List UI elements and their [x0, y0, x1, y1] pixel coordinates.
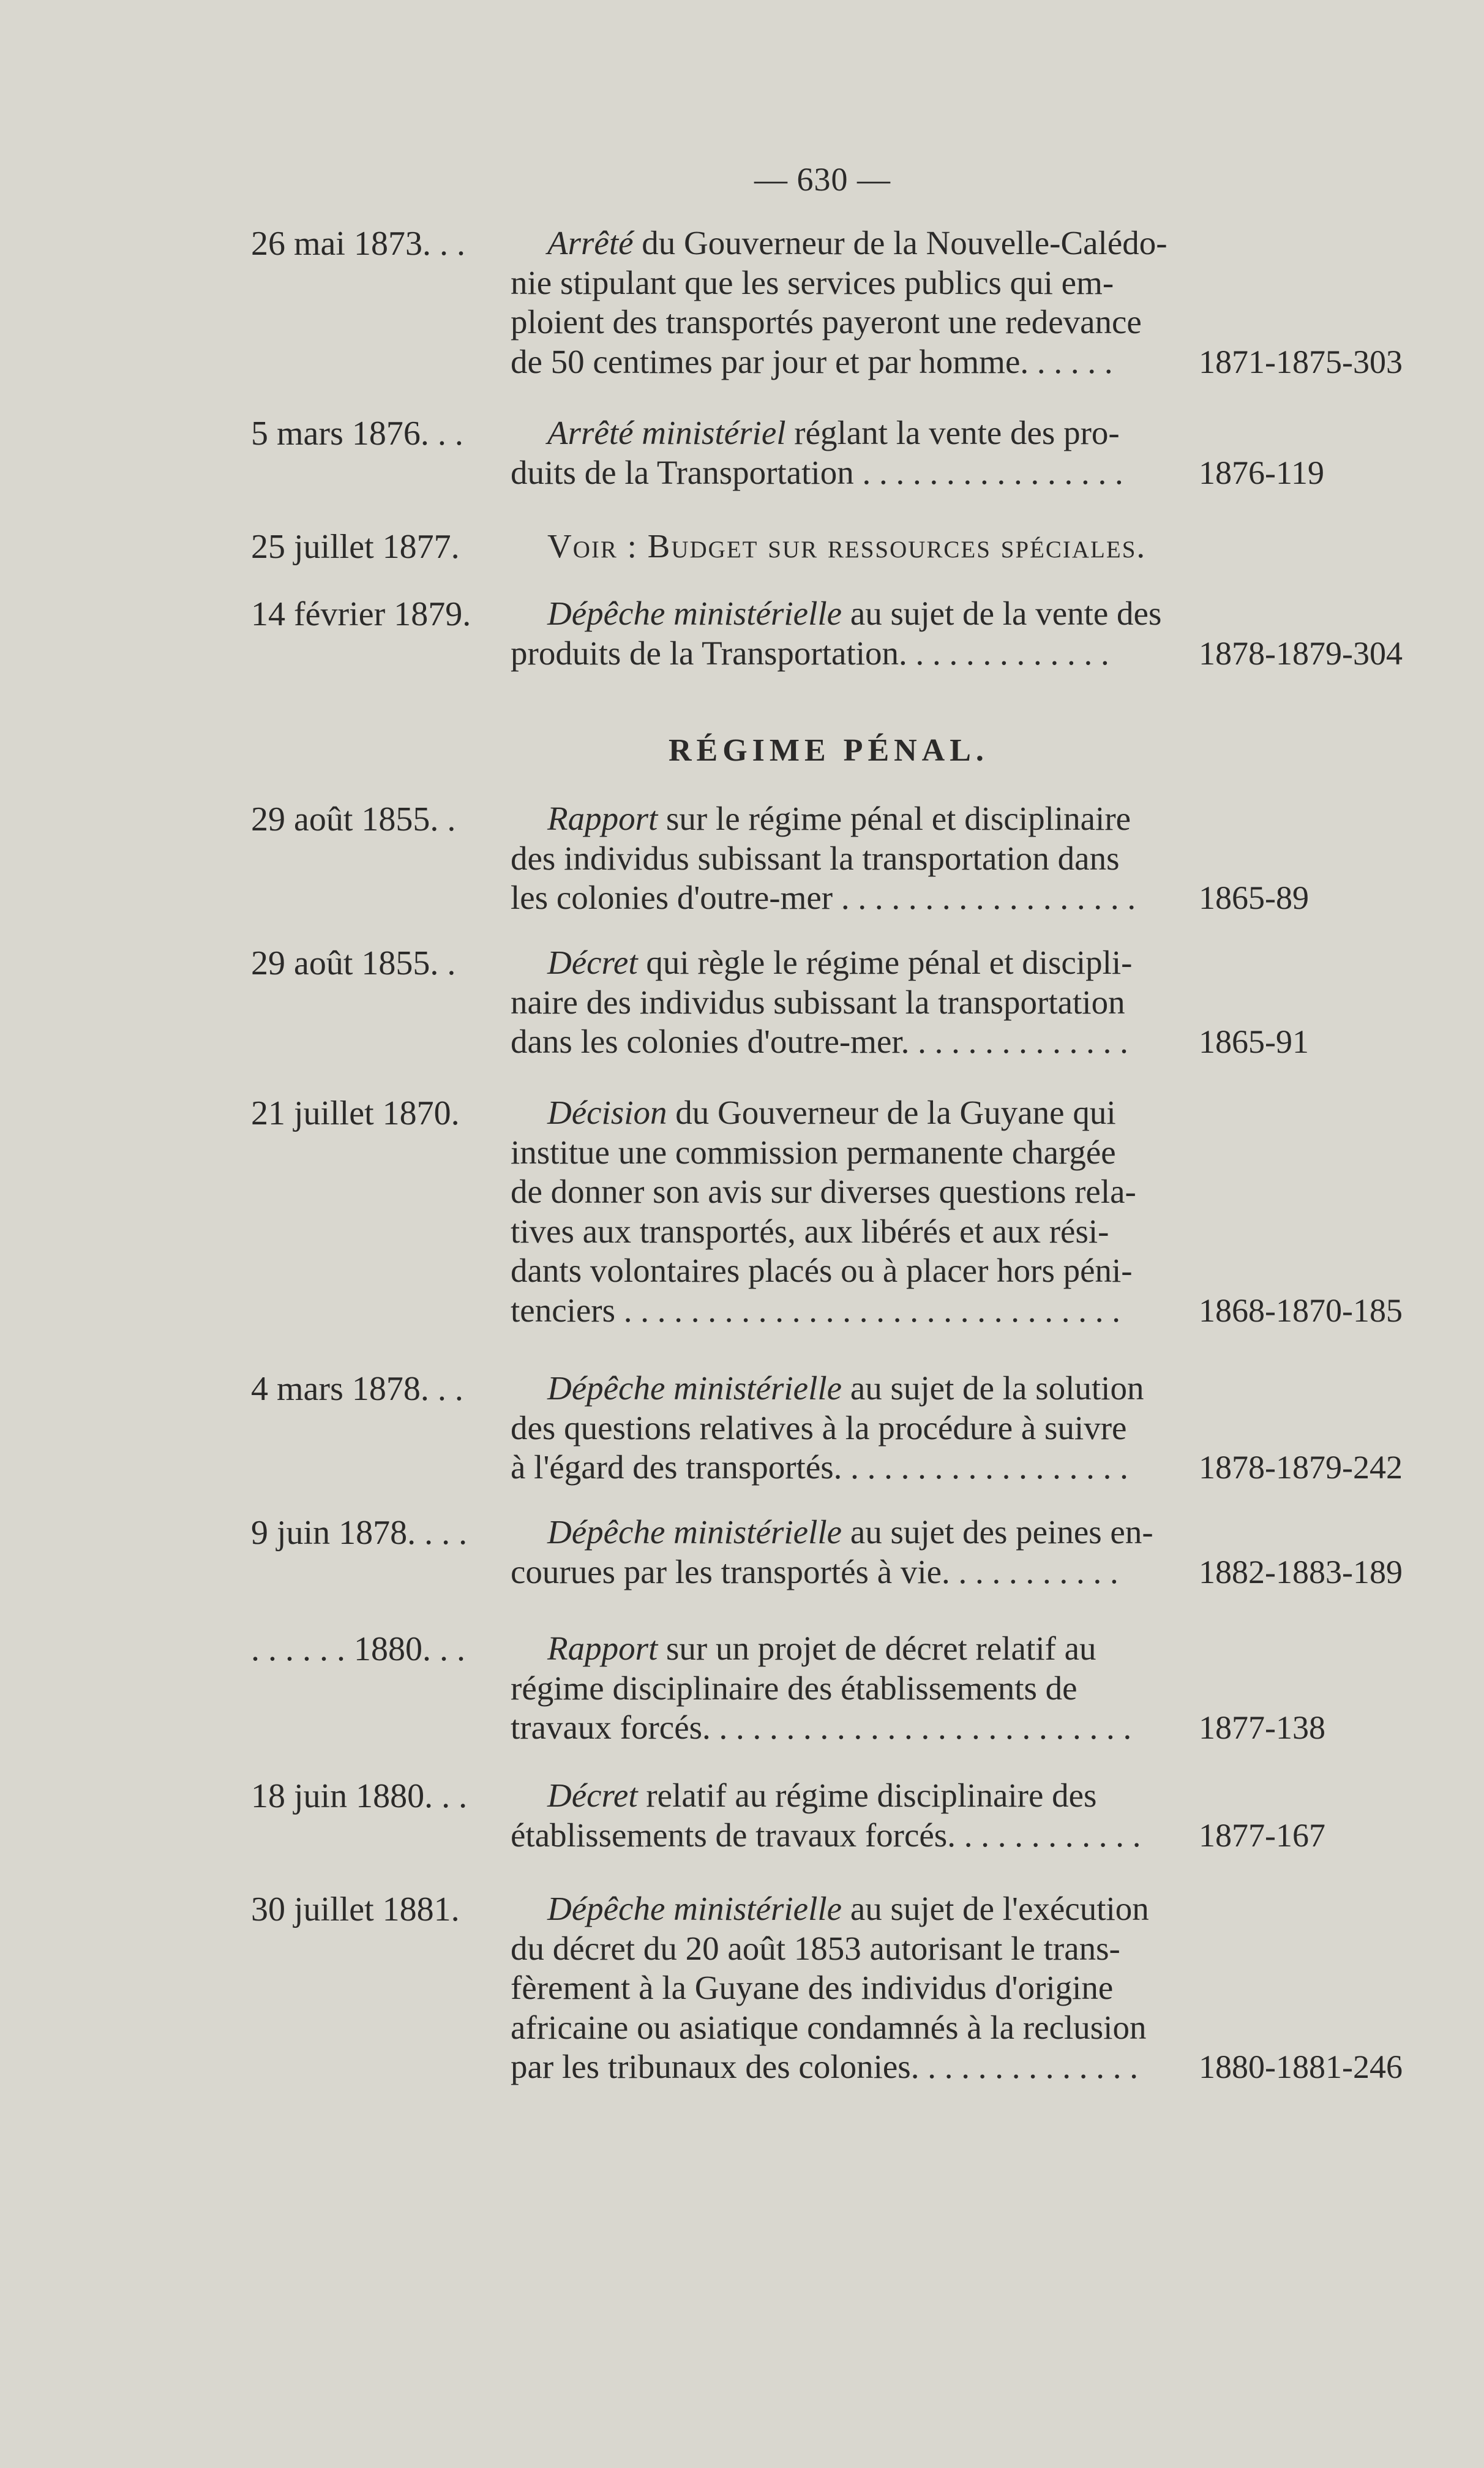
entry-description: [511, 1889, 1184, 2087]
entry-reference: 1876-119: [1199, 454, 1324, 491]
description-text: duits de la Transportation . . . . . . . . . . . . . . . .: [511, 453, 1123, 491]
description-text: au sujet des peines en-: [842, 1513, 1153, 1551]
entry-description: [511, 799, 1184, 918]
description-line: [511, 983, 1184, 1023]
entry-document-type: Dépêche ministérielle: [547, 1513, 842, 1551]
description-text: courues par les transportés à vie. . . . . . . . . . .: [511, 1552, 1119, 1590]
description-line: [511, 1448, 1184, 1488]
description-line: [511, 1291, 1184, 1331]
description-text: sur un projet de décret relatif au: [658, 1630, 1096, 1667]
entry-description: [511, 224, 1184, 382]
description-text: qui règle le régime pénal et discipli-: [637, 944, 1133, 981]
description-text: dans les colonies d'outre-mer. . . . . . . . . . . . . .: [511, 1023, 1128, 1060]
description-text: les colonies d'outre-mer . . . . . . . . . . . . . . . . . .: [511, 879, 1136, 916]
description-line: [511, 453, 1184, 493]
description-line: [511, 1552, 1184, 1592]
entry-date: 30 juillet 1881.: [251, 1891, 460, 1928]
entry-document-type: Arrêté: [547, 224, 634, 261]
description-line: [511, 1669, 1184, 1709]
description-line: [511, 839, 1184, 879]
entry-reference: 1878-1879-304: [1199, 634, 1403, 672]
description-line: [511, 1369, 1184, 1409]
entry-date: 26 mai 1873. . .: [251, 225, 465, 263]
entry-description: [511, 413, 1184, 492]
description-text: travaux forcés. . . . . . . . . . . . . . . . . . . . . . . . . .: [511, 1709, 1132, 1746]
entry-description: [511, 1629, 1184, 1748]
description-line: [511, 413, 1184, 453]
entry-description: [511, 1093, 1184, 1330]
section-title: RÉGIME PÉNAL.: [669, 733, 989, 768]
description-line: [511, 1022, 1184, 1062]
entry-reference: 1865-91: [1199, 1023, 1309, 1060]
entry-description: [511, 1513, 1184, 1592]
entry-description: [511, 943, 1184, 1062]
description-line: [511, 878, 1184, 918]
description-text: tives aux transportés, aux libérés et aux rési-: [511, 1212, 1109, 1250]
description-text: tenciers . . . . . . . . . . . . . . . . . . . . . . . . . . . . . .: [511, 1291, 1121, 1329]
page-number: — 630 —: [754, 161, 891, 198]
description-text: produits de la Transportation. . . . . . . . . . . . .: [511, 634, 1109, 672]
description-text: du Gouverneur de la Guyane qui: [667, 1094, 1116, 1131]
description-text: africaine ou asiatique condamnés à la reclusion: [511, 2008, 1147, 2046]
description-text: nie stipulant que les services publics qui em-: [511, 263, 1114, 301]
description-line: [511, 2008, 1184, 2048]
entry-document-type: Rapport: [547, 800, 658, 837]
entry-document-type: Décision: [547, 1094, 667, 1131]
description-text: fèrement à la Guyane des individus d'origine: [511, 1969, 1114, 2006]
description-text: au sujet de la solution: [842, 1369, 1144, 1407]
description-line: [511, 224, 1184, 263]
description-line: [511, 594, 1184, 634]
description-text: régime disciplinaire des établissements de: [511, 1669, 1077, 1707]
description-line: [511, 263, 1184, 303]
entry-date: 21 juillet 1870.: [251, 1094, 460, 1132]
description-text: de 50 centimes par jour et par homme. . . . . .: [511, 342, 1113, 380]
description-line: [511, 1513, 1184, 1552]
description-line: [511, 1133, 1184, 1173]
entry-description: [511, 1776, 1184, 1855]
entry-date: 29 août 1855. .: [251, 944, 456, 982]
description-text: au sujet de l'exécution: [842, 1890, 1149, 1927]
entry-date: 9 juin 1878. . . .: [251, 1514, 468, 1552]
entry-document-type: Décret: [547, 1777, 638, 1814]
description-line: [511, 1629, 1184, 1669]
description-line: [511, 1816, 1184, 1856]
entry-date: 25 juillet 1877.: [251, 528, 460, 566]
description-text: Voir : Budget sur ressources spéciales.: [547, 527, 1147, 565]
description-line: [511, 1212, 1184, 1252]
description-text: sur le régime pénal et disciplinaire: [658, 800, 1131, 837]
entry-date: 5 mars 1876. . .: [251, 415, 463, 453]
description-line: [511, 1929, 1184, 1969]
description-text: des questions relatives à la procédure à suivre: [511, 1409, 1127, 1447]
entry-date: 18 juin 1880. . .: [251, 1777, 468, 1815]
description-text: de donner son avis sur diverses questions rela-: [511, 1173, 1136, 1210]
description-line: [511, 1968, 1184, 2008]
description-text: naire des individus subissant la transportation: [511, 983, 1125, 1021]
description-text: du Gouverneur de la Nouvelle-Calédo-: [633, 224, 1167, 261]
description-line: [511, 943, 1184, 983]
entry-document-type: Décret: [547, 944, 638, 981]
entry-reference: 1880-1881-246: [1199, 2049, 1403, 2085]
description-text: institue une commission permanente chargée: [511, 1133, 1116, 1171]
description-text: au sujet de la vente des: [842, 595, 1162, 632]
description-text: ploient des transportés payeront une redevance: [511, 303, 1142, 340]
description-line: [511, 1776, 1184, 1816]
entry-reference: 1882-1883-189: [1199, 1553, 1403, 1590]
description-line: [511, 303, 1184, 342]
entry-description: [511, 594, 1184, 673]
entry-document-type: Dépêche ministérielle: [547, 595, 842, 632]
entry-date: 4 mars 1878. . .: [251, 1370, 463, 1408]
description-line: [511, 1708, 1184, 1748]
entry-reference: 1877-167: [1199, 1816, 1325, 1854]
entry-date: . . . . . . 1880. . .: [251, 1630, 465, 1668]
entry-reference: 1865-89: [1199, 879, 1309, 916]
description-line: [511, 799, 1184, 839]
description-line: [511, 527, 1184, 566]
description-text: établissements de travaux forcés. . . . . . . . . . . .: [511, 1816, 1141, 1854]
description-line: [511, 1251, 1184, 1291]
description-text: réglant la vente des pro-: [785, 414, 1120, 451]
entry-document-type: Rapport: [547, 1630, 658, 1667]
description-text: relatif au régime disciplinaire des: [637, 1777, 1097, 1814]
entry-description: [511, 527, 1184, 566]
description-text: à l'égard des transportés. . . . . . . . . . . . . . . . . .: [511, 1448, 1128, 1486]
description-text: des individus subissant la transportation dans: [511, 839, 1120, 877]
entry-reference: 1868-1870-185: [1199, 1292, 1403, 1329]
entry-reference: 1877-138: [1199, 1709, 1325, 1746]
entry-document-type: Dépêche ministérielle: [547, 1890, 842, 1927]
entry-date: 14 février 1879.: [251, 595, 471, 633]
description-line: [511, 1889, 1184, 1929]
entry-reference: 1871-1875-303: [1199, 343, 1403, 380]
description-text: dants volontaires placés ou à placer hors péni-: [511, 1252, 1133, 1289]
description-line: [511, 1172, 1184, 1212]
entry-document-type: Arrêté ministériel: [547, 414, 786, 451]
description-line: [511, 634, 1184, 674]
description-text: par les tribunaux des colonies. . . . . . . . . . . . . .: [511, 2048, 1138, 2085]
entry-description: [511, 1369, 1184, 1488]
description-line: [511, 1093, 1184, 1133]
description-text: du décret du 20 août 1853 autorisant le trans-: [511, 1929, 1120, 1967]
description-line: [511, 2047, 1184, 2087]
entry-date: 29 août 1855. .: [251, 800, 456, 838]
description-line: [511, 342, 1184, 382]
description-line: [511, 1409, 1184, 1448]
entry-document-type: Dépêche ministérielle: [547, 1369, 842, 1407]
entry-reference: 1878-1879-242: [1199, 1449, 1403, 1486]
